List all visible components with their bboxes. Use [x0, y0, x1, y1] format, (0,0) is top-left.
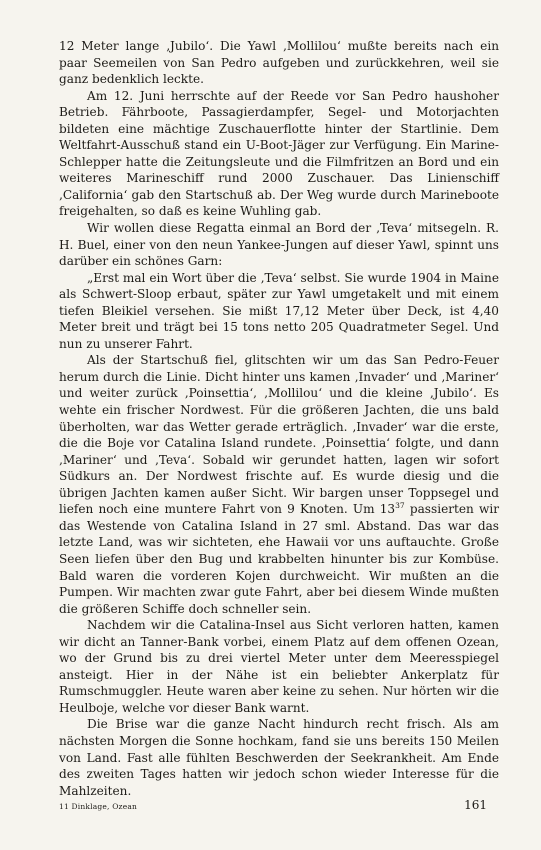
printer-signature: 11 Dinklage, Ozean	[59, 802, 138, 811]
page-number: 161	[464, 798, 487, 812]
paragraph: Am 12. Juni herrschte auf der Reede vor San Pedro haushoher Betrieb. Fährboote, Passagierdampfer, Segel- und Motorjachten bildeten eine mächtige Zuschauerflotte hinter der Startlinie. Dem Weltfahrt-Ausschuß stand ein U-Boot-Jäger zur Verfügung. Ein Marine-Schlepper hatte die Zeitungsleute und die Filmfritzen an Bord und ein weiteres Marineschiff rund 2000 Zuschauer. Das Linienschiff ‚California‘ gab den Startschuß ab. Der Weg wurde durch Marineboote freigehalten, so daß es keine Wuhling gab.	[59, 88, 499, 219]
paragraph: Die Brise war die ganze Nacht hindurch recht frisch. Als am nächsten Morgen die Sonne hochkam, fand sie uns bereits 150 Meilen von Land. Fast alle fühlten Beschwerden der Seekrankheit. Am Ende des zweiten Tages hatten wir jedoch schon wieder Interesse für die Mahlzeiten.	[59, 717, 499, 798]
paragraph: 12 Meter lange ‚Jubilo‘. Die Yawl ‚Mollilou‘ mußte bereits nach ein paar Seemeilen von San Pedro aufgeben und zurückkehren, weil sie ganz bedenklich leckte.	[59, 39, 499, 87]
body-text	[59, 38, 499, 799]
paragraph: Als der Startschuß fiel, glitschten wir um das San Pedro-Feuer herum durch die Linie. Dicht hinter uns kamen ‚Invader‘ und ‚Mariner‘ und weiter zurück ‚Poinsettia‘, ‚Mollilou‘ und die kleine ‚Jubilo‘. Es wehte ein frischer Nordwest. Für die größeren Jachten, die uns bald überholten, war das Wetter gerade erträglich. ‚Invader‘ war die erste, die die Boje vor Catalina Island rundete. ‚Poinsettia‘ folgte, und dann ‚Mariner‘ und ‚Teva‘. Sobald wir gerundet hatten, lagen wir sofort Südkurs an. Der Nordwest frischte auf. Es wurde diesig und die übrigen Jachten kamen außer Sicht. Wir bargen unser Toppsegel und liefen noch eine muntere Fahrt von 9 Knoten. Um $13^{37}$ passierten wir das Westende von Catalina Island in 27 sml. Abstand. Das war das letzte Land, was wir sichteten, ehe Hawaii vor uns auftauchte. Große Seen liefen über den Bug und krabbelten hinunter bis zur Kombüse. Bald waren die vorderen Kojen durchweicht. Wir mußten an die Pumpen. Wir machten zwar gute Fahrt, aber bei diesem Winde mußten die größeren Schiffe doch schneller sein.	[59, 353, 499, 616]
paragraph: Nachdem wir die Catalina-Insel aus Sicht verloren hatten, kamen wir dicht an Tanner-Bank vorbei, einem Platz auf dem offenen Ozean, wo der Grund bis zu drei viertel Meter unter dem Meeresspiegel ansteigt. Hier in der Nähe ist ein beliebter Ankerplatz für Rumschmuggler. Heute waren aber keine zu sehen. Nur hörten wir die Heulboje, welche vor dieser Bank warnt.	[59, 618, 499, 715]
paragraph: „Erst mal ein Wort über die ‚Teva‘ selbst. Sie wurde 1904 in Maine als Schwert-Sloop erbaut, später zur Yawl umgetakelt und mit einem tiefen Bleikiel versehen. Sie mißt 17,12 Meter über Deck, ist 4,40 Meter breit und trägt bei 15 tons netto 205 Quadratmeter Segel. Und nun zu unserer Fahrt.	[59, 270, 499, 351]
paragraph: Wir wollen diese Regatta einmal an Bord der ‚Teva‘ mitsegeln. R. H. Buel, einer von den neun Yankee-Jungen auf dieser Yawl, spinnt uns darüber ein schönes Garn:	[59, 221, 499, 269]
page-footer	[59, 796, 487, 816]
